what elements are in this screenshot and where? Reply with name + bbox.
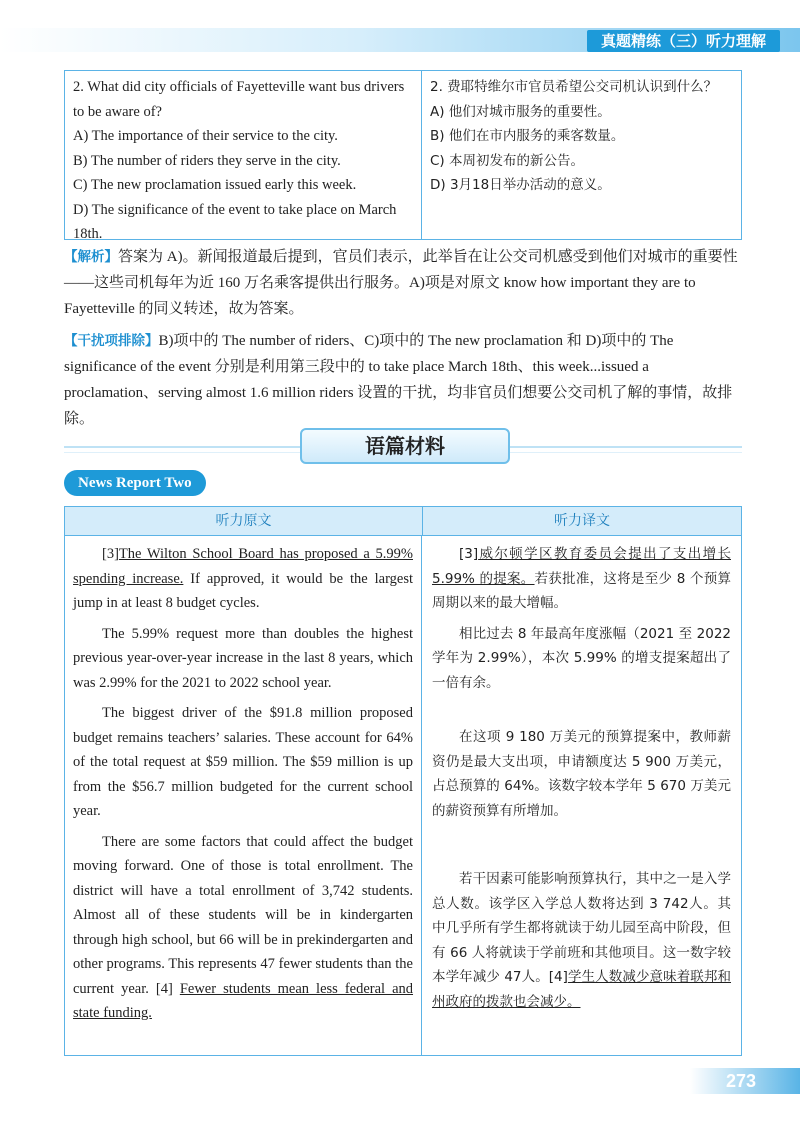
analysis-paragraph <box>64 244 742 322</box>
header-translation: 听力译文 <box>554 513 610 529</box>
question-chinese <box>422 71 741 239</box>
option-c-cn: C) 本周初发布的新公告。 <box>430 152 584 169</box>
question-table <box>64 70 742 240</box>
en-p4-text: There are some factors that could affect the budget moving forward. One of those is total enrollment. The district will have a total enrollment of 3,742 students. Almost all of these students will be in kindergarten through high school, but 66 will be in prekindergarten and other programs. This represents 47 fewer students than the current year. <box>73 833 413 997</box>
distractor-text: B)项中的 The number of riders、C)项中的 The new proclamation 和 D)项中的 The significance of the event 分别是利用第三段中的 to take place March 18th、this week...issued a proclamation、serving almost 1.6 million riders 设置的干扰，均非官员们想要公交司机了解的事情，故排除。 <box>64 333 733 427</box>
marker-4-cn: [4] <box>548 969 568 985</box>
key-sentence-4-cn: 学生人数减少意味着联邦和州政府的拨款也会减少。 <box>432 969 731 1010</box>
report-label: News Report Two <box>64 470 206 496</box>
page-number: 273 <box>690 1068 800 1094</box>
cn-paragraph-3: 在这项 9 180 万美元的预算提案中，教师薪资仍是最大支出项，申请额度达 5 900 万美元，占总预算的 64%。该数字较本学年 5 670 万美元的薪资预算有所增加。 <box>432 729 731 819</box>
distractor-tag: 【干扰项排除】 <box>64 333 159 349</box>
option-d-en: D) The significance of the event to take place on March 18th. <box>73 201 397 242</box>
cn-p4-text: 若干因素可能影响预算执行，其中之一是入学总人数。该学区入学总人数将达到 3 742人。其中几乎所有学生都将就读于幼儿园至高中阶段，但有 66 人将就读于学前班和其他项目。这一数字较本学年减少 47人。 <box>432 871 731 985</box>
en-paragraph-2: The 5.99% request more than doubles the highest previous year-over-year increase in the last 8 years, which was 2.99% for the 2021 to 2022 school year. <box>73 625 413 691</box>
option-a-en: A) The importance of their service to the city. <box>73 128 338 144</box>
section-banner: 语篇材料 <box>300 428 510 464</box>
marker-3-en: [3] <box>102 546 119 562</box>
transcript-english <box>65 536 422 1056</box>
question-stem-en: 2. What did city officials of Fayetteville want bus drivers to be aware of? <box>73 79 405 120</box>
cn-paragraph-1 <box>432 542 731 616</box>
analysis-tag: 【解析】 <box>64 249 118 265</box>
key-sentence-3-cn: 威尔顿学区教育委员会提出了支出增长 5.99% 的提案。 <box>432 546 731 587</box>
option-c-en: C) The new proclamation issued early this week. <box>73 177 357 193</box>
table-body-row <box>65 536 741 1056</box>
transcript-table <box>64 506 742 1056</box>
table-header-row <box>65 507 741 536</box>
cn-paragraph-2: 相比过去 8 年最高年度涨幅（2021 至 2022 学年为 2.99%），本次 5.99% 的增支提案超出了一倍有余。 <box>432 625 731 691</box>
analysis-text: 答案为 A)。新闻报道最后提到，官员们表示，此举旨在让公交司机感受到他们对城市的重要性——这些司机每年为近 160 万名乘客提供出行服务。A)项是对原文 know how important they are to Fayetteville 的同义转述，故为答案。 <box>64 249 738 317</box>
en-paragraph-1 <box>73 542 413 616</box>
key-sentence-4-en: Fewer students mean less federal and state funding. <box>73 980 414 1021</box>
marker-4-en: [4] <box>155 980 173 997</box>
en-paragraph-4 <box>73 830 413 1026</box>
transcript-chinese <box>422 536 741 1056</box>
question-stem-cn: 2. 费耶特维尔市官员希望公交司机认识到什么？ <box>430 79 718 95</box>
option-b-en: B) The number of riders they serve in the city. <box>73 152 341 169</box>
cn-p1-rest: 若获批准，这将是至少 8 个预算周期以来的最大增幅。 <box>432 570 731 611</box>
option-d-cn: D) 3月18日举办活动的意义。 <box>430 177 611 193</box>
en-paragraph-3: The biggest driver of the $91.8 million proposed budget remains teachers’ salaries. These account for 64% of the total request at $59 million. The $59 million is up from the $56.7 million budgeted for the current school year. <box>73 705 413 819</box>
header-original: 听力原文 <box>65 507 423 535</box>
chapter-title: 真题精练（三）听力理解 <box>587 30 780 52</box>
key-sentence-3-en: The Wilton School Board has proposed a 5.99% spending increase. <box>73 546 413 587</box>
question-english <box>65 71 422 242</box>
cn-paragraph-4 <box>432 867 731 1014</box>
marker-3-cn: [3] <box>459 546 479 562</box>
en-p1-rest: If approved, it would be the largest jump in at least 8 budget cycles. <box>73 570 413 611</box>
option-a-cn: A) 他们对城市服务的重要性。 <box>430 103 611 120</box>
distractor-paragraph <box>64 328 742 432</box>
analysis-block <box>64 244 742 438</box>
option-b-cn: B) 他们在市内服务的乘客数量。 <box>430 128 625 144</box>
